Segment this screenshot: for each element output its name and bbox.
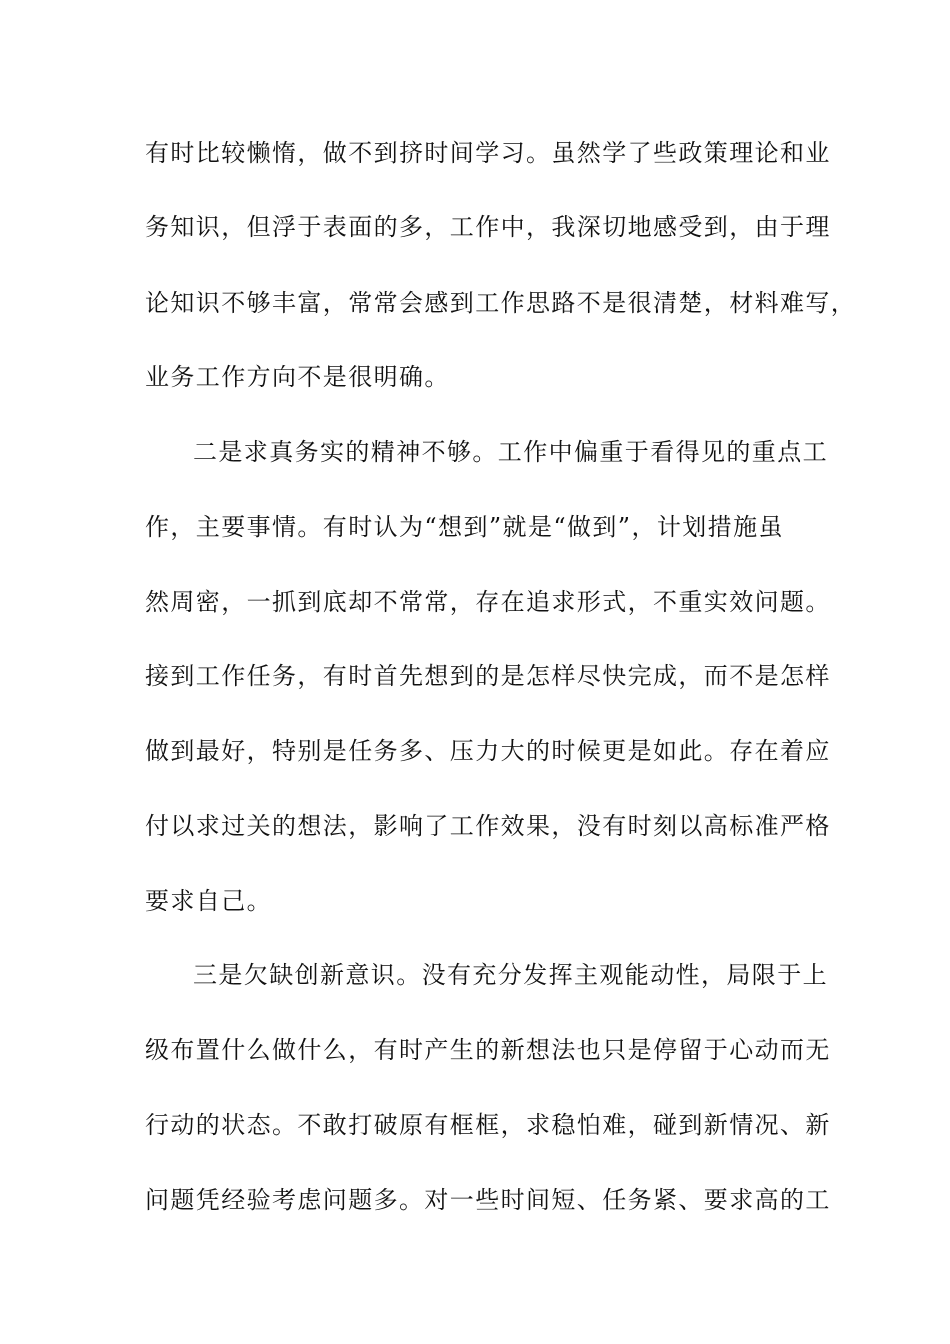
paragraph-1-line-1: 有时比较懒惰，做不到挤时间学习。虽然学了些政策理论和业 [145, 139, 831, 167]
paragraph-2-line-1: 二是求真务实的精神不够。工作中偏重于看得见的重点工 [193, 438, 828, 466]
paragraph-3-line-1: 三是欠缺创新意识。没有充分发挥主观能动性，局限于上 [193, 961, 828, 989]
paragraph-2-line-7: 要求自己。 [145, 887, 272, 915]
paragraph-1-line-2: 务知识，但浮于表面的多，工作中，我深切地感受到，由于理 [145, 213, 831, 241]
paragraph-3-line-4: 问题凭经验考虑问题多。对一些时间短、任务紧、要求高的工 [145, 1186, 831, 1214]
paragraph-3-line-3: 行动的状态。不敢打破原有框框，求稳怕难，碰到新情况、新 [145, 1111, 831, 1139]
paragraph-1-line-4: 业务工作方向不是很明确。 [145, 363, 450, 391]
paragraph-2-line-3: 然周密，一抓到底却不常常，存在追求形式，不重实效问题。 [145, 588, 831, 616]
paragraph-1-line-3: 论知识不够丰富，常常会感到工作思路不是很清楚，材料难写， [145, 289, 857, 317]
paragraph-2-line-6: 付以求过关的想法，影响了工作效果，没有时刻以高标准严格 [145, 812, 831, 840]
paragraph-2-line-5: 做到最好，特别是任务多、压力大的时候更是如此。存在着应 [145, 737, 831, 765]
paragraph-2-line-2: 作，主要事情。有时认为“想到”就是“做到”，计划措施虽 [145, 513, 784, 541]
paragraph-3-line-2: 级布置什么做什么，有时产生的新想法也只是停留于心动而无 [145, 1036, 831, 1064]
paragraph-2-line-4: 接到工作任务，有时首先想到的是怎样尽快完成，而不是怎样 [145, 662, 831, 690]
